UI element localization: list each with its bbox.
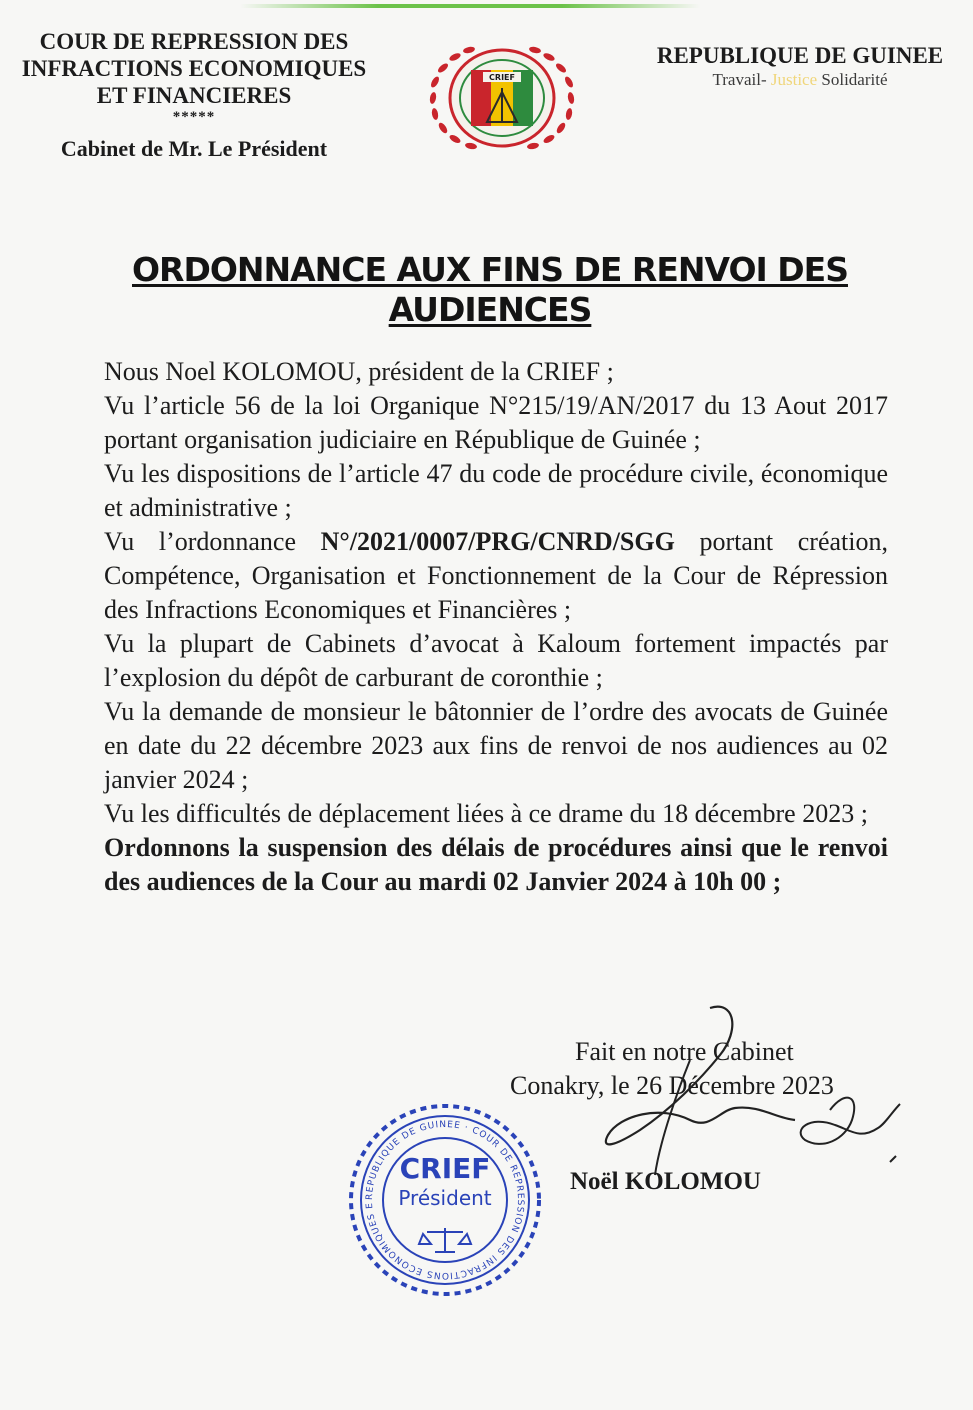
svg-text:CRIEF: CRIEF — [489, 73, 515, 82]
motto-work: Travail- — [712, 70, 767, 89]
scales-of-justice-icon — [419, 1228, 471, 1252]
title-line-2: AUDIENCES — [388, 290, 592, 329]
court-name-line-1: COUR DE REPRESSION DES — [39, 29, 349, 54]
paragraph-president: Nous Noel KOLOMOU, président de la CRIEF ; — [104, 357, 614, 386]
paragraph-ordinance — [104, 525, 888, 627]
top-green-line — [240, 4, 700, 8]
national-motto — [645, 70, 955, 90]
court-name-line-2: INFRACTIONS ECONOMIQUES — [21, 56, 367, 81]
official-seal — [345, 1100, 545, 1300]
seal-title: CRIEF — [399, 1152, 491, 1185]
ordinance-rest: portant création, Compétence, Organisation et Fonctionnement de la Cour de Répression des Infractions Economiques et Financières ; — [104, 527, 888, 624]
republic-header — [645, 42, 955, 90]
document-title — [110, 250, 870, 330]
seal-subtitle: Président — [398, 1186, 492, 1210]
title-line-1: ORDONNANCE AUX FINS DE RENVOI DES — [132, 250, 848, 289]
paragraph-decision: Ordonnons la suspension des délais de procédures ainsi que le renvoi des audiences de la Cour au mardi 02 Janvier 2024 à 10h 00 ; — [104, 833, 888, 896]
ordinance-body — [104, 355, 888, 899]
paragraph-law-firms: Vu la plupart de Cabinets d’avocat à Kaloum fortement impactés par l’explosion du dépôt de carburant de coronthie ; — [104, 629, 888, 692]
republic-title: REPUBLIQUE DE GUINEE — [656, 43, 944, 68]
paragraph-civil-code: Vu les dispositions de l’article 47 du code de procédure civile, économique et administrative ; — [104, 459, 888, 522]
motto-solidarity: Solidarité — [821, 70, 888, 89]
header-stars: ***** — [172, 109, 216, 125]
handwritten-signature — [560, 1000, 920, 1190]
ordinance-intro: Vu l’ordonnance — [104, 527, 297, 556]
crief-emblem-icon — [413, 38, 591, 160]
issue-date: Conakry, le 26 Décembre 2023 — [510, 1071, 834, 1100]
issued-at: Fait en notre Cabinet — [575, 1037, 794, 1066]
paragraph-organic-law: Vu l’article 56 de la loi Organique N°215/19/AN/2017 du 13 Aout 2017 portant organisation judiciaire en République de Guinée ; — [104, 391, 888, 454]
court-name-line-3: ET FINANCIERES — [96, 83, 292, 108]
court-header — [8, 28, 380, 162]
cabinet-label: Cabinet de Mr. Le Président — [60, 136, 328, 161]
ordinance-reference: N°/2021/0007/PRG/CNRD/SGG — [320, 527, 675, 556]
paragraph-bar-request: Vu la demande de monsieur le bâtonnier de l’ordre des avocats de Guinée en date du 22 décembre 2023 aux fins de renvoi de nos audiences au 02 janvier 2024 ; — [104, 697, 888, 794]
motto-justice: Justice — [770, 70, 818, 89]
paragraph-difficulties: Vu les difficultés de déplacement liées à ce drame du 18 décembre 2023 ; — [104, 799, 868, 828]
signer-name: Noël KOLOMOU — [570, 1168, 761, 1195]
svg-text:REPUBLIQUE DE GUINEE · COUR DE: REPUBLIQUE DE GUINEE · COUR DE REPRESSION DES INFRACTIONS ECONOMIQUES E — [364, 1119, 526, 1281]
